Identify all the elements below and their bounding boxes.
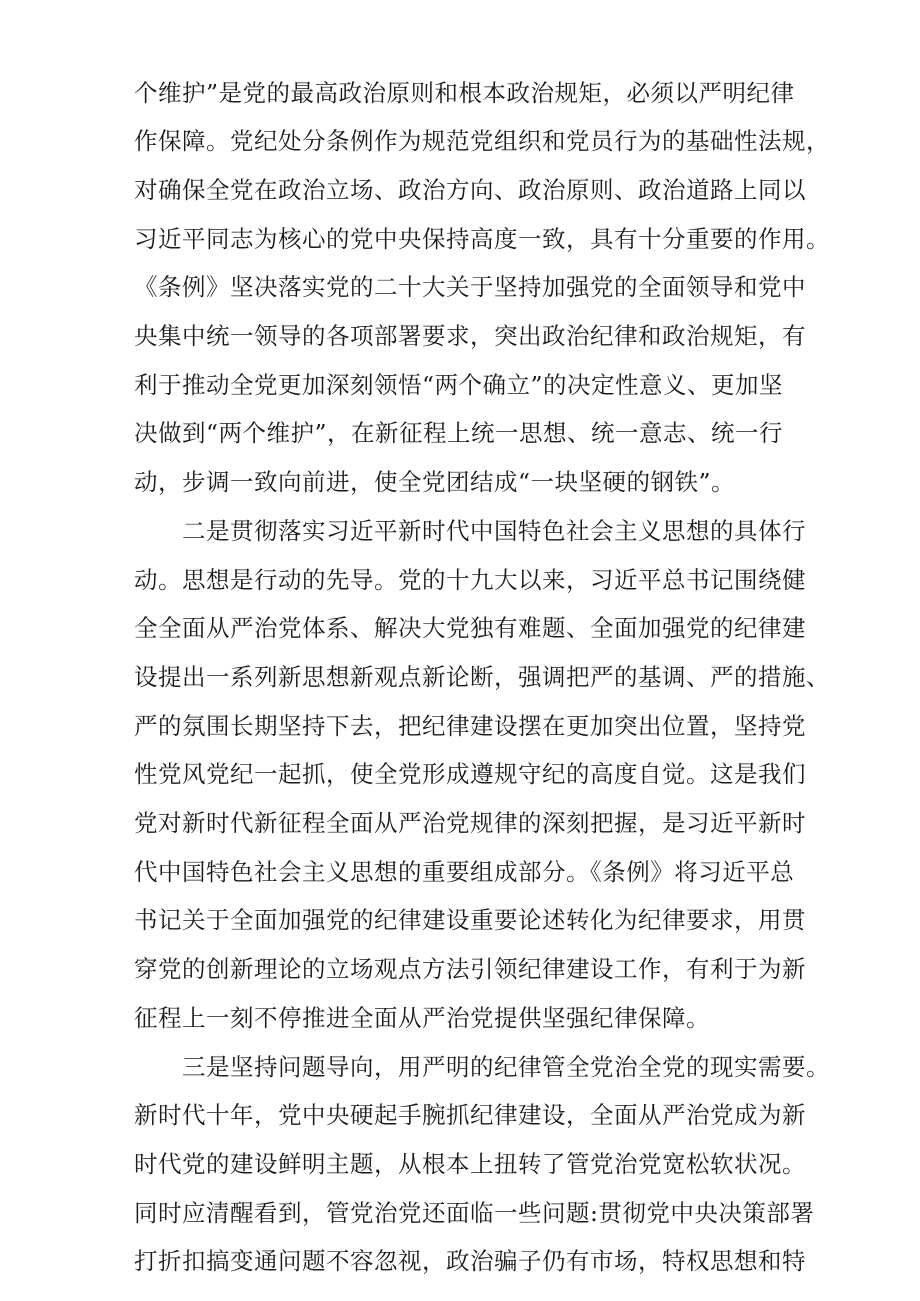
text-line: 代中国特色社会主义思想的重要组成部分。《条例》将习近平总: [134, 857, 795, 886]
text-line: 性党风党纪一起抓，使全党形成遵规守纪的高度自觉。这是我们: [134, 760, 806, 789]
text-line: 打折扣搞变通问题不容忽视，政治骗子仍有市场，特权思想和特: [134, 1247, 806, 1276]
text-line: 二是贯彻落实习近平新时代中国特色社会主义思想的具体行: [182, 516, 806, 545]
text-line: 动。思想是行动的先导。党的十九大以来，习近平总书记围绕健: [134, 565, 806, 594]
text-line: 时代党的建设鲜明主题，从根本上扭转了管党治党宽松软状况。: [134, 1149, 806, 1178]
text-line: 设提出一系列新思想新观点新论断，强调把严的基调、严的措施、: [134, 662, 830, 691]
text-line: 作保障。党纪处分条例作为规范党组织和党员行为的基础性法规，: [134, 127, 830, 156]
text-line: 动，步调一致向前进，使全党团结成“一块坚硬的钢铁”。: [134, 468, 736, 497]
text-line: 穿党的创新理论的立场观点方法引领纪律建设工作，有利于为新: [134, 955, 806, 984]
text-line: 利于推动全党更加深刻领悟“两个确立”的决定性意义、更加坚: [134, 370, 784, 399]
text-line: 三是坚持问题导向，用严明的纪律管全党治全党的现实需要。: [182, 1052, 830, 1081]
text-line: 严的氛围长期坚持下去，把纪律建设摆在更加突出位置，坚持党: [134, 711, 806, 740]
text-line: 新时代十年，党中央硬起手腕抓纪律建设，全面从严治党成为新: [134, 1101, 806, 1130]
text-line: 对确保全党在政治立场、政治方向、政治原则、政治道路上同以: [134, 175, 806, 204]
text-line: 《条例》坚决落实党的二十大关于坚持加强党的全面领导和党中: [134, 273, 806, 302]
text-line: 全全面从严治党体系、解决大党独有难题、全面加强党的纪律建: [134, 614, 806, 643]
text-line: 书记关于全面加强党的纪律建设重要论述转化为纪律要求，用贯: [134, 906, 806, 935]
text-line: 央集中统一领导的各项部署要求，突出政治纪律和政治规矩，有: [134, 322, 806, 350]
text-line: 征程上一刻不停推进全面从严治党提供坚强纪律保障。: [134, 1003, 710, 1032]
text-line: 个维护”是党的最高政治原则和根本政治规矩，必须以严明纪律: [134, 78, 795, 107]
text-line: 同时应清醒看到，管党治党还面临一些问题:贯彻党中央决策部署: [134, 1198, 815, 1227]
text-line: 党对新时代新征程全面从严治党规律的深刻把握，是习近平新时: [134, 809, 806, 837]
text-line: 决做到“两个维护”，在新征程上统一思想、统一意志、统一行: [134, 419, 784, 448]
text-line: 习近平同志为核心的党中央保持高度一致，具有十分重要的作用。: [134, 224, 830, 253]
